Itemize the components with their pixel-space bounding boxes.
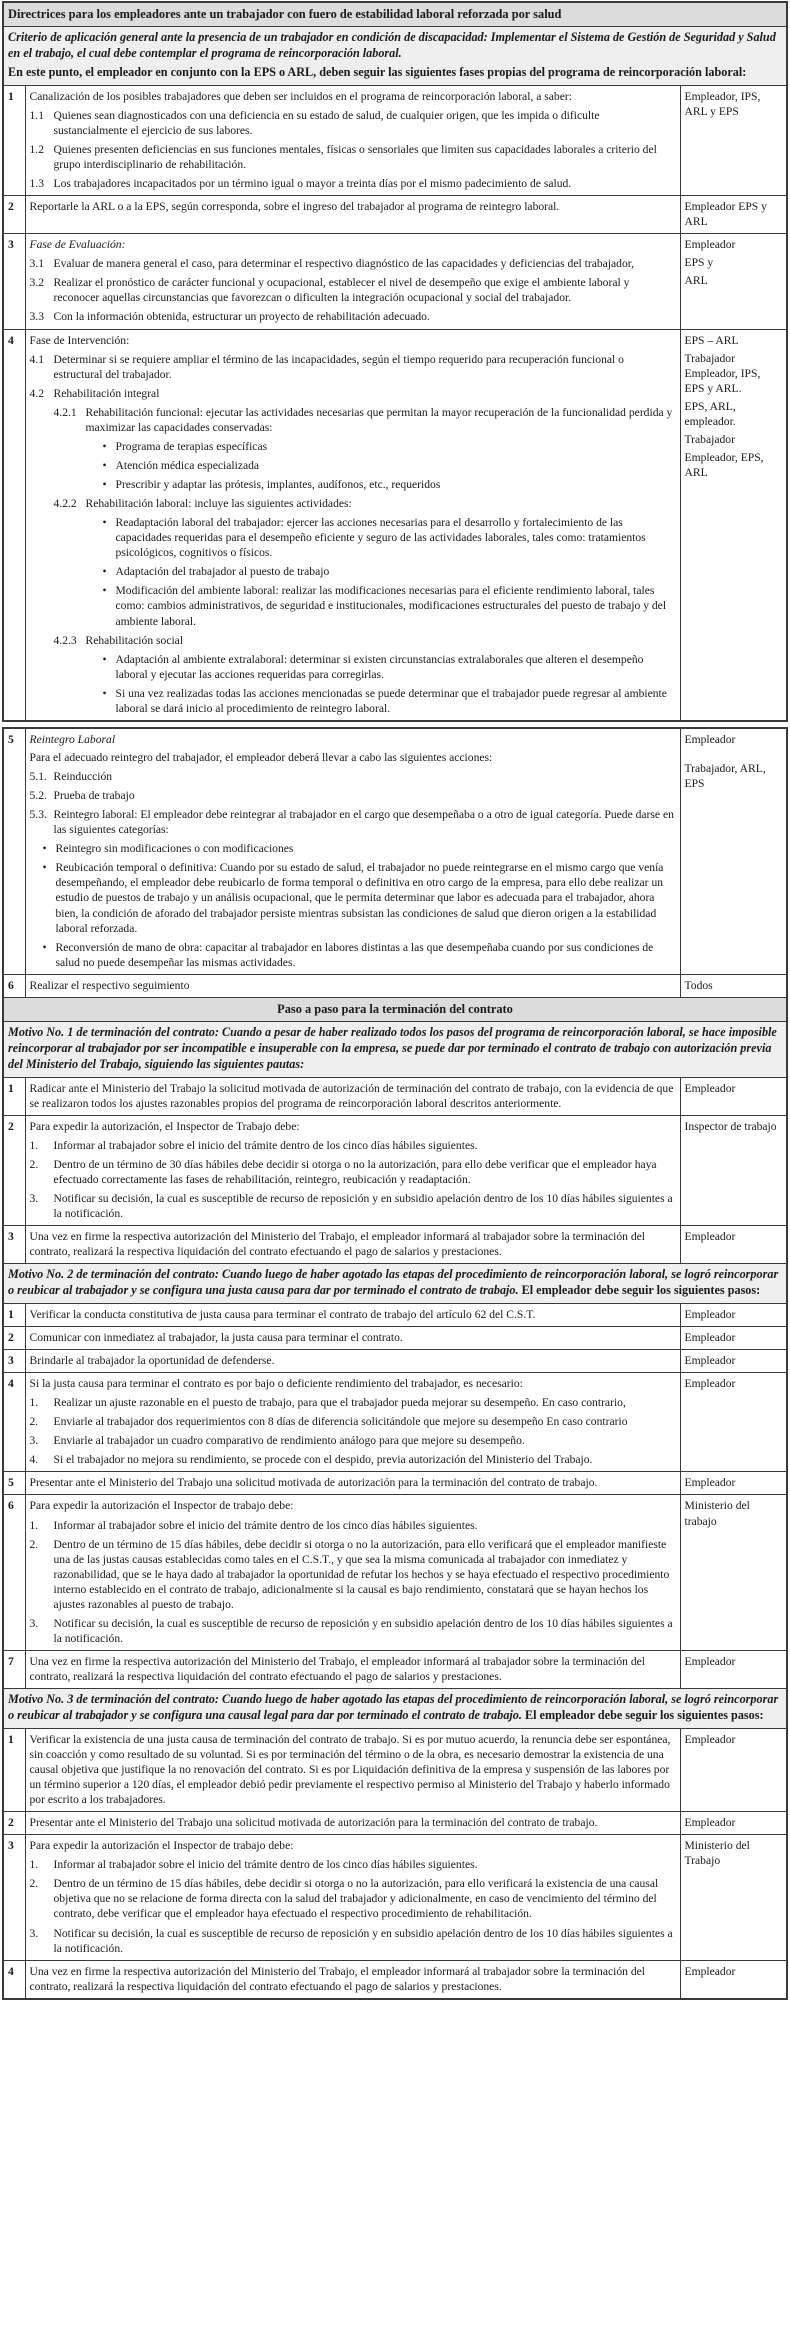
responsible-cell: Empleador [680, 1326, 787, 1349]
responsible-cell: Empleador [680, 1303, 787, 1326]
row-content: Una vez en firme la respectiva autorización del Ministerio del Trabajo, el empleador informará al trabajador sobre la terminación del contrato, realizará la respectiva liquidación del contrato efectuando el pago de salarios y prestaciones. [25, 1960, 680, 1999]
row-content: Comunicar con inmediatez al trabajador, la justa causa para terminar el contrato. [25, 1326, 680, 1349]
row-number: 1 [3, 85, 25, 195]
phase-heading: Fase de Evaluación: [29, 238, 126, 252]
responsible-cell: Ministerio del trabajo [680, 1495, 787, 1651]
list-item: 3.1 Evaluar de manera general el caso, para determinar el respectivo diagnóstico de las capacidades y deficiencias del trabajador, [29, 257, 635, 271]
responsible-cell: Empleador [680, 1077, 787, 1115]
table-row [3, 1373, 787, 1472]
responsible-cell: Empleador [680, 1226, 787, 1264]
list-item: 3. Notificar su decisión, la cual es susceptible de recurso de reposición y en subsidio apelación dentro de los 10 días hábiles siguientes a la notificación. [29, 1926, 673, 1955]
row-content: Presentar ante el Ministerio del Trabajo una solicitud motivada de autorización para la terminación del contrato de trabajo. [25, 1812, 680, 1835]
row-number: 7 [3, 1651, 25, 1689]
table-row [3, 1728, 787, 1811]
responsible-cell: Empleador [680, 1373, 787, 1472]
responsible-cell: Empleador Trabajador, ARL, EPS [680, 728, 787, 974]
responsible-cell: Empleador, IPS, ARL y EPS [680, 85, 787, 195]
table-row [3, 1326, 787, 1349]
bullet-item: • Reubicación temporal o definitiva: Cuando por su estado de salud, el trabajador no puede reintegrarse en el mismo cargo que venía desempeñando, el empleador debe reubicarlo de forma temporal o definitiva en otro cargo de la empresa, para ello debe realizar un estudio de puestos de trabajo y un análisis ocupacional, que le permita determinar que labor es adecuada para el trabajador, ahora bien, la condición de aforado del trabajador persiste mientras subsistan las condiciones de salud que dieron origen a la estabilidad laboral reforzada. [42, 861, 664, 935]
list-item: 2. Enviarle al trabajador dos requerimientos con 8 días de diferencia solicitándole que mejore su desempeño En caso contrario [29, 1415, 628, 1429]
termination-title: Paso a paso para la terminación del contrato [3, 997, 787, 1021]
row-number: 3 [3, 1350, 25, 1373]
row-content: Canalización de los posibles trabajadores que deben ser incluidos en el programa de reincorporación laboral, a saber: 1.1 Quienes sean diagnosticados con una deficiencia en su estado de salud, de cualquier origen, que les impida o dificulte sustancialmente el ejercicio de sus labores. 1.2 Quienes presenten deficiencias en sus funciones mentales, físicas o sensoriales que limiten sus capacidades laborales a criterio del grupo interdisciplinario de rehabilitación. 1.3 Los trabajadores incapacitados por un término igual o mayor a treinta días por el mismo padecimiento de salud. [25, 85, 680, 195]
table-row [3, 1835, 787, 1960]
row-content: Para expedir la autorización el Inspector de trabajo debe: 1. Informar al trabajador sobre el inicio del trámite dentro de los cinco días hábiles siguientes. 2. Dentro de un término de 15 días hábiles, debe decidir si otorga o no la autorización, para ello verificará que el empleador manifieste una de las justas causas establecidas como tales en el C.S.T., y que sea la misma comunicada al trabajador con inmediatez y razonabilidad, que se le haya dado al trabajador la oportunidad de refutar los hechos y se haya efectuado el respectivo procedimiento interno establecido en el contrato de trabajo, adicionalmente si la causal es bajo rendimiento, constatará que se hayan hechos los ajustes razonables al puesto de trabajo. 3. Notificar su decisión, la cual es susceptible de recurso de reposición y en subsidio apelación dentro de los 10 días hábiles siguientes a la notificación. [25, 1495, 680, 1651]
bullet-item: • Reconversión de mano de obra: capacitar al trabajador en labores distintas a las que desempeñaba cuando por sus condiciones de salud no puede desempeñar las mismas actividades. [42, 940, 654, 969]
row-number: 5 [3, 728, 25, 974]
responsible-cell: Empleador [680, 1472, 787, 1495]
list-item: 1.3 Los trabajadores incapacitados por un término igual o mayor a treinta días por el mismo padecimiento de salud. [29, 177, 572, 191]
row-content: Radicar ante el Ministerio del Trabajo la solicitud motivada de autorización de terminación del contrato de trabajo, con la evidencia de que se realizaron todos los ajustes razonables propios del programa de reincorporación laboral descritos anteriormente. [25, 1077, 680, 1115]
list-item: 3. Enviarle al trabajador un cuadro comparativo de rendimiento análogo para que mejore su desempeño. [29, 1434, 525, 1448]
list-item: 4.2.3 Rehabilitación social [53, 633, 184, 647]
bullet-item: • Prescribir y adaptar las prótesis, implantes, audífonos, etc., requeridos [102, 478, 441, 492]
table-row [3, 1812, 787, 1835]
row-content [25, 329, 680, 721]
list-item: 1.2 Quienes presenten deficiencias en sus funciones mentales, físicas o sensoriales que limiten sus capacidades laborales a criterio del grupo interdisciplinario de rehabilitación. [29, 142, 657, 171]
row-number: 4 [3, 1960, 25, 1999]
row-content: Presentar ante el Ministerio del Trabajo una solicitud motivada de autorización para la terminación del contrato de trabajo. [25, 1472, 680, 1495]
phase-heading: Fase de Intervención: [29, 333, 130, 347]
row-number: 1 [3, 1077, 25, 1115]
row-content: Brindarle al trabajador la oportunidad de defenderse. [25, 1350, 680, 1373]
table-row [3, 234, 787, 329]
responsible-cell: Empleador [680, 1350, 787, 1373]
list-item: 2. Dentro de un término de 15 días hábiles, debe decidir si otorga o no la autorización, para ello verificará la existencia de una causal objetiva que no se relacione de forma directa con la salud del trabajador y adicionalmente, en caso de vencimiento del término del contrato, debe verificar que el empleador haya efectuado el respectivo procedimiento de rehabilitación. [29, 1877, 659, 1921]
row-number: 2 [3, 1812, 25, 1835]
list-item: 1. Informar al trabajador sobre el inicio del trámite dentro de los cinco días hábiles siguientes. [29, 1858, 478, 1872]
row-content: Si la justa causa para terminar el contrato es por bajo o deficiente rendimiento del trabajador, es necesario: 1. Realizar un ajuste razonable en el puesto de trabajo, para que el trabajador pueda mejorar su desempeño. En caso contrario, 2. Enviarle al trabajador dos requerimientos con 8 días de diferencia solicitándole que mejore su desempeño En caso contrario 3. Enviarle al trabajador un cuadro comparativo de rendimiento análogo para que mejore su desempeño. 4. Si el trabajador no mejora su rendimiento, se procede con el despido, previa autorización del Ministerio del Trabajo. [25, 1373, 680, 1472]
list-item: 4.2.2 Rehabilitación laboral: incluye las siguientes actividades: [53, 497, 352, 511]
table-row [3, 196, 787, 234]
responsible-cell: Todos [680, 974, 787, 997]
row-content: Para expedir la autorización, el Inspector de Trabajo debe: 1. Informar al trabajador sobre el inicio del trámite dentro de los cinco días hábiles siguientes. 2. Dentro de un término de 30 días hábiles debe decidir si otorga o no la autorización, para ello debe verificar que el empleador haya efectuado correctamente las fases de rehabilitación, reintegro, reubicación y readaptación. 3. Notificar su decisión, la cual es susceptible de recurso de reposición y en subsidio apelación dentro de los 10 días hábiles siguientes a la notificación. [25, 1115, 680, 1225]
table-row [3, 1226, 787, 1264]
table-row [3, 1077, 787, 1115]
table-row [3, 1472, 787, 1495]
row-content: Realizar el respectivo seguimiento [25, 974, 680, 997]
list-item: 4.2 Rehabilitación integral [29, 386, 160, 400]
criterio-row [3, 27, 787, 86]
bullet-item: • Atención médica especializada [102, 458, 260, 472]
list-item: 5.3. Reintegro laboral: El empleador debe reintegrar al trabajador en el cargo que desempeñaba o a otro de igual categoría. Puede darse en las siguientes categorías: [29, 808, 674, 837]
list-item: 1. Realizar un ajuste razonable en el puesto de trabajo, para que el trabajador pueda mejorar su desempeño. En caso contrario, [29, 1396, 626, 1410]
responsible-cell: Empleador [680, 1960, 787, 1999]
row-number: 3 [3, 1835, 25, 1960]
list-item: 3.2 Realizar el pronóstico de carácter funcional y ocupacional, establecer el nivel de desempeño que exige el ambiente laboral y reconocer aquellas circunstancias que favorezcan o dificulten la integración ocupacional y social del trabajador. [29, 276, 630, 305]
motive-row [3, 1689, 787, 1729]
motive-lead: Motivo No. 3 de terminación del contrato: Cuando luego de haber agotado las etapas del procedimiento de reincorporación laboral, se logró reincorporar o reubicar al trabajador y se configura una causal legal para dar por terminado el contrato de trabajo. [8, 1692, 779, 1722]
table-row [3, 728, 787, 974]
criterio-lead: Criterio de aplicación general ante la presencia de un trabajador en condición de discapacidad: Implementar el Sistema de Gestión de Seguridad y Salud en el trabajo, el cual debe contemplar el programa de reincorporación laboral. [8, 30, 776, 60]
list-item: 4.2.1 Rehabilitación funcional: ejecutar las actividades necesarias que permitan la mayor recuperación de la funcionalidad perdida y maximizar las capacidades conservadas: [53, 405, 673, 434]
table-row [3, 974, 787, 997]
list-item: 4.1 Determinar si se requiere ampliar el término de las incapacidades, según el tiempo requerido para recuperación funcional o estructural del trabajador. [29, 352, 624, 381]
row-number: 4 [3, 329, 25, 721]
row-content: Para expedir la autorización el Inspector de trabajo debe: 1. Informar al trabajador sobre el inicio del trámite dentro de los cinco días hábiles siguientes. 2. Dentro de un término de 15 días hábiles, debe decidir si otorga o no la autorización, para ello verificará la existencia de una causal objetiva que no se relacione de forma directa con la salud del trabajador y adicionalmente, en caso de vencimiento del término del contrato, debe verificar que el empleador haya efectuado el respectivo procedimiento de rehabilitación. 3. Notificar su decisión, la cual es susceptible de recurso de reposición y en subsidio apelación dentro de los 10 días hábiles siguientes a la notificación. [25, 1835, 680, 1960]
table-row [3, 1495, 787, 1651]
motive-lead: Motivo No. 1 de terminación del contrato: Cuando a pesar de haber realizado todos los pasos del programa de reincorporación laboral, se hace imposible reincorporar al trabajador por ser incompatible e insuperable con la empresa, se puede dar por terminado el contrato de trabajo con autorización previa del Ministerio del Trabajo, siguiendo las siguientes pautas: [8, 1024, 777, 1071]
bullet-item: • Modificación del ambiente laboral: realizar las modificaciones necesarias para el eficiente rendimiento laboral, tales como: cambios administrativos, de seguridad e institucionales, modificaciones estructurales del puesto de trabajo y del ambiente laboral. [102, 584, 667, 628]
table-title-row [3, 2, 787, 27]
bullet-item: • Readaptación laboral del trabajador: ejercer las acciones necesarias para el desarrollo y fortalecimiento de las capacidades requeridas para el desempeño eficiente y seguro de las actividades laborales, tales como: tratamientos psicológicos, cognitivos o físicos. [102, 516, 646, 560]
table-title: Directrices para los empleadores ante un trabajador con fuero de estabilidad laboral reforzada por salud [3, 2, 787, 27]
responsible-cell: Inspector de trabajo [680, 1115, 787, 1225]
bullet-item: • Adaptación del trabajador al puesto de trabajo [102, 565, 330, 579]
list-item: 3. Notificar su decisión, la cual es susceptible de recurso de reposición y en subsidio apelación dentro de los 10 días hábiles siguientes a la notificación. [29, 1191, 673, 1220]
responsible-cell: Empleador [680, 1728, 787, 1811]
row-content: Una vez en firme la respectiva autorización del Ministerio del Trabajo, el empleador informará al trabajador sobre la terminación del contrato, realizará la respectiva liquidación del contrato efectuando el pago de salarios y prestaciones. [25, 1226, 680, 1264]
responsible-cell: Empleador EPS y ARL [680, 234, 787, 329]
motive-lead: Motivo No. 2 de terminación del contrato: Cuando luego de haber agotado las etapas del procedimiento de reincorporación laboral, se logró reincorporar o reubicar al trabajador y se configura una justa causa para dar por terminado el contrato de trabajo. [8, 1267, 779, 1298]
responsible-cell: Empleador [680, 1812, 787, 1835]
table-row [3, 1115, 787, 1225]
row-number: 6 [3, 1495, 25, 1651]
row-number: 5 [3, 1472, 25, 1495]
bullet-item: • Programa de terapias específicas [102, 439, 268, 453]
bullet-item: • Si una vez realizadas todas las acciones mencionadas se puede determinar que el trabajador puede regresar al ambiente laboral se dará inicio al procedimiento de reintegro laboral. [102, 686, 667, 715]
row-number: 3 [3, 1226, 25, 1264]
motive-tail: El empleador debe seguir los siguientes pasos: [521, 1283, 761, 1298]
guidelines-table [2, 1, 788, 722]
row-number: 2 [3, 1326, 25, 1349]
row-content: Una vez en firme la respectiva autorización del Ministerio del Trabajo, el empleador informará al trabajador sobre la terminación del contrato, realizará la respectiva liquidación del contrato efectuando el pago de salarios y prestaciones. [25, 1651, 680, 1689]
table-row [3, 329, 787, 721]
list-item: 5.1. Reinducción [29, 770, 113, 784]
list-item: 1. Informar al trabajador sobre el inicio del trámite dentro de los cinco días hábiles siguientes. [29, 1518, 478, 1532]
row-content: Verificar la conducta constitutiva de justa causa para terminar el contrato de trabajo del artículo 62 del C.S.T. [25, 1303, 680, 1326]
row-number: 1 [3, 1303, 25, 1326]
row-number: 4 [3, 1373, 25, 1472]
termination-table [2, 727, 788, 2000]
bullet-item: • Adaptación al ambiente extralaboral: determinar si existen circunstancias extralaborales que alteren el desempeño laboral y ejecutar las acciones requeridas para corregirlas. [102, 652, 644, 681]
row-number: 6 [3, 974, 25, 997]
row-content: Reportarle la ARL o a la EPS, según corresponda, sobre el ingreso del trabajador al programa de reintegro laboral. [25, 196, 680, 234]
list-item: 4. Si el trabajador no mejora su rendimiento, se procede con el despido, previa autorización del Ministerio del Trabajo. [29, 1453, 593, 1467]
motive-tail: El empleador debe seguir los siguientes pasos: [524, 1707, 764, 1722]
row-number: 2 [3, 1115, 25, 1225]
table-row [3, 1960, 787, 1999]
list-item: 3.3 Con la información obtenida, estructurar un proyecto de rehabilitación adecuado. [29, 310, 430, 324]
phase-heading: Reintegro Laboral [29, 732, 116, 746]
responsible-cell: EPS – ARL Trabajador Empleador, IPS, EPS y ARL. EPS, ARL, empleador. Trabajador Empleador, EPS, ARL [680, 329, 787, 721]
list-item: 3. Notificar su decisión, la cual es susceptible de recurso de reposición y en subsidio apelación dentro de los 10 días hábiles siguientes a la notificación. [29, 1616, 673, 1645]
bullet-item: • Reintegro sin modificaciones o con modificaciones [42, 842, 294, 856]
responsible-cell: Ministerio del Trabajo [680, 1835, 787, 1960]
row-number: 3 [3, 234, 25, 329]
table-row [3, 1651, 787, 1689]
table-row [3, 1350, 787, 1373]
list-item: 1. Informar al trabajador sobre el inicio del trámite dentro de los cinco días hábiles siguientes. [29, 1138, 478, 1152]
list-item: 5.2. Prueba de trabajo [29, 789, 135, 803]
row-content: Verificar la existencia de una justa causa de terminación del contrato de trabajo. Si es por mutuo acuerdo, la renuncia debe ser espontánea, sin coacción y como resultado de su voluntad. Si es por terminación del término o de la obra, es necesario demostrar la existencia de una causal objetiva que justifique la no renovación del contrato. Si es por Liquidación definitiva de la empresa y suspensión de las labores por un término superior a 120 días, el empleador debió pedir previamente el respectivo permiso al Ministerio del Trabajo y haberlo informado por escrito a los trabajadores. [25, 1728, 680, 1811]
table-row [3, 1303, 787, 1326]
motive-row [3, 1264, 787, 1304]
criterio-intro: En este punto, el empleador en conjunto con la EPS o ARL, deben seguir las siguientes fases propias del programa de reincorporación laboral: [8, 64, 747, 79]
table-row [3, 85, 787, 195]
list-item: 2. Dentro de un término de 30 días hábiles debe decidir si otorga o no la autorización, para ello debe verificar que el empleador haya efectuado correctamente las fases de rehabilitación, reintegro, reubicación y readaptación. [29, 1157, 657, 1186]
responsible-cell: Empleador EPS y ARL [680, 196, 787, 234]
motive-row [3, 1021, 787, 1077]
responsible-cell: Empleador [680, 1651, 787, 1689]
list-item: 1.1 Quienes sean diagnosticados con una deficiencia en su estado de salud, de cualquier origen, que les impida o dificulte sustancialmente el ejercicio de sus labores. [29, 108, 600, 137]
row-content: Reintegro Laboral Para el adecuado reintegro del trabajador, el empleador deberá llevar a cabo las siguientes acciones: 5.1. Reinducción 5.2. Prueba de trabajo 5.3. Reintegro laboral: El empleador debe reintegrar al trabajador en el cargo que desempeñaba o a otro de igual categoría. Puede darse en las siguientes categorías: • Reintegro sin modificaciones o con modificaciones • Reubicación temporal o definitiva: Cuando por su estado de salud, el trabajador no puede reintegrarse en el mismo cargo que venía desempeñando, el empleador debe reubicarlo de forma temporal o definitiva en otro cargo de la empresa, para ello debe realizar un estudio de puestos de trabajo y un análisis ocupacional, que le permita determinar que labor es adecuada para el trabajador, ahora bien, la condición de aforado del trabajador persiste mientras subsistan las condiciones de salud que dieron origen a la estabilidad laboral reforzada. • Reconversión de mano de obra: capacitar al trabajador en labores distintas a las que desempeñaba cuando por sus condiciones de salud no puede desempeñar las mismas actividades. [25, 728, 680, 974]
row-number: 1 [3, 1728, 25, 1811]
row-content [25, 234, 680, 329]
row-number: 2 [3, 196, 25, 234]
list-item: 2. Dentro de un término de 15 días hábiles, debe decidir si otorga o no la autorización, para ello verificará que el empleador manifieste una de las justas causas establecidas como tales en el C.S.T., y que sea la misma comunicada al trabajador con inmediatez y razonabilidad, que se le haya dado al trabajador la oportunidad de refutar los hechos y se haya efectuado el respectivo procedimiento interno establecido en el contrato de trabajo, adicionalmente si la causal es bajo rendimiento, constatará que se hayan hechos los ajustes razonables al puesto de trabajo. [29, 1537, 670, 1611]
termination-title-row [3, 997, 787, 1021]
